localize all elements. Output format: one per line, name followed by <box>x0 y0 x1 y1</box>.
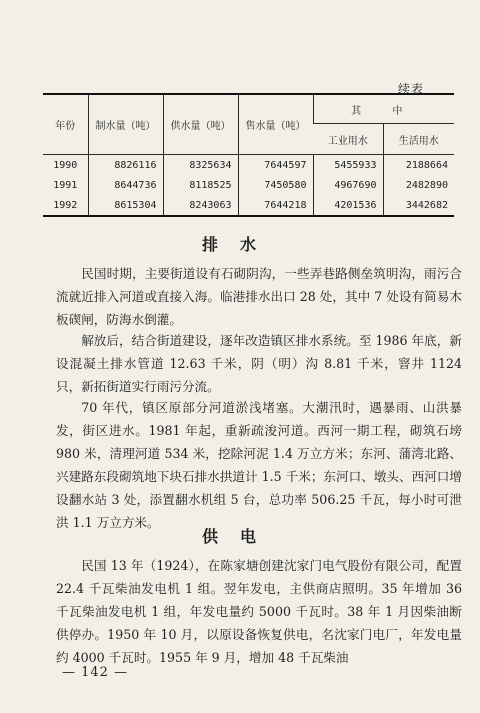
page-number: — 142 — <box>62 665 129 680</box>
cell-domestic: 3442682 <box>383 195 454 216</box>
water-statistics-table <box>43 93 454 217</box>
table-row <box>43 195 454 216</box>
cell-sales: 7450580 <box>238 175 313 195</box>
cell-year: 1991 <box>53 179 78 191</box>
header-supply: 供水量（吨） <box>163 94 238 155</box>
cell-industrial: 4967690 <box>313 175 383 195</box>
header-year: 年份 <box>43 94 88 155</box>
header-domestic: 生活用水 <box>383 124 454 155</box>
section-heading-power: 供电 <box>201 527 278 546</box>
table-row <box>43 155 454 176</box>
header-production: 制水量（吨） <box>88 94 163 155</box>
cell-year: 1990 <box>53 159 78 171</box>
cell-supply: 8243063 <box>163 195 238 216</box>
cell-industrial: 5455933 <box>313 155 383 176</box>
cell-sales: 7644597 <box>238 155 313 176</box>
section-heading-drainage: 排水 <box>201 235 278 254</box>
cell-production: 8644736 <box>88 175 163 195</box>
power-paragraph-1: 民国 13 年（1924），在陈家塘创建沈家门电气股份有限公司，配置 22.4 千瓦柴油发电机 1 组。翌年发电，主供商店照明。35 年增加 36 千瓦柴油发电机 1 组，年发电量约 5000 千瓦时。38 年 1 月因柴油断供停办。1950 年 10 月，以原设备恢复供电，名沈家门电厂，年发电量约 4000 千瓦时。1955 年 9 月，增加 48 千瓦柴油 <box>56 558 462 665</box>
cell-production: 8615304 <box>88 195 163 216</box>
cell-domestic: 2482890 <box>383 175 454 195</box>
header-industrial: 工业用水 <box>313 124 383 155</box>
cell-supply: 8118525 <box>163 175 238 195</box>
drainage-paragraph-2: 解放后，结合街道建设，逐年改造镇区排水系统。至 1986 年底，新设混凝土排水管道 12.63 千米，阴（明）沟 8.81 千米，窨井 1124 只，新拓街道实行雨污分流。 <box>56 333 462 394</box>
cell-domestic: 2188664 <box>383 155 454 176</box>
cell-industrial: 4201536 <box>313 195 383 216</box>
cell-sales: 7644218 <box>238 195 313 216</box>
drainage-paragraph-1: 民国时期，主要街道设有石砌阴沟，一些弄巷路侧垒筑明沟，雨污合流就近排入河道或直接入海。临港排水出口 28 处，其中 7 处设有简易木板碶闸，防海水倒灌。 <box>56 266 462 327</box>
continuation-label: 续表 <box>398 82 425 96</box>
drainage-paragraph-3: 70 年代，镇区原部分河道淤浅堵塞。大潮汛时，遇暴雨、山洪暴发，街区进水。1981 年起，重新疏浚河道。西河一期工程，砌筑石塝 980 米，清理河道 534 米，挖除河泥 1.4 万立方米；东河、蒲湾北路、兴建路东段砌筑地下块石排水拱道计 1.5 千米；东河口、墩头、西河口增设翻水站 3 处，添置翻水机组 5 台，总功率 506.25 千瓦，每小时可泄洪 1.1 万立方米。 <box>56 400 462 530</box>
header-sales: 售水量（吨） <box>238 94 313 155</box>
cell-production: 8826116 <box>88 155 163 176</box>
table-row <box>43 175 454 195</box>
cell-supply: 8325634 <box>163 155 238 176</box>
header-of-which: 其 中 <box>313 94 454 124</box>
cell-year: 1992 <box>43 195 88 216</box>
